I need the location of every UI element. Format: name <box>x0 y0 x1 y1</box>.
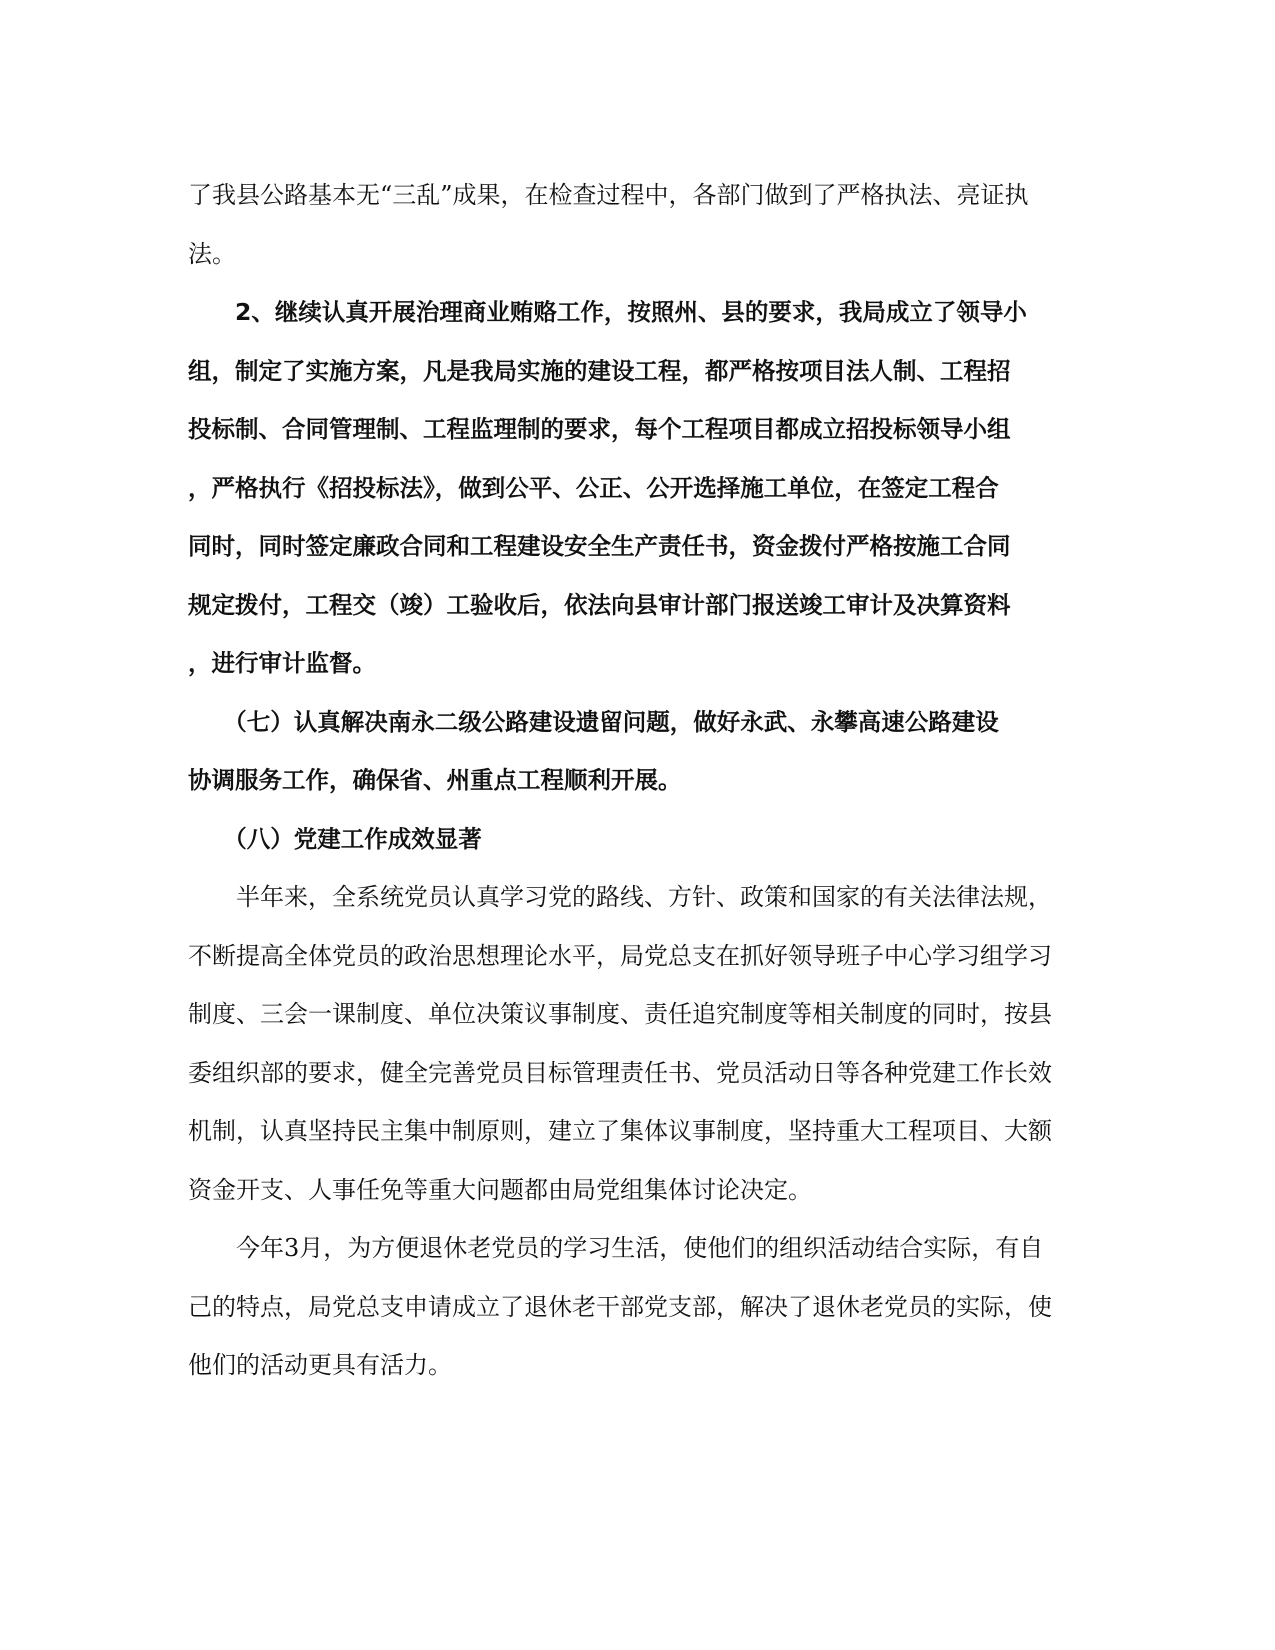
section-heading: （七）认真解决南永二级公路建设遗留问题，做好永武、永攀高速公路建设 <box>188 707 999 736</box>
text-line: 组，制定了实施方案，凡是我局实施的建设工程，都严格按项目法人制、工程招 <box>188 356 1011 385</box>
text-line: 委组织部的要求，健全完善党员目标管理责任书、党员活动日等各种党建工作长效 <box>188 1058 1052 1087</box>
text-line: 半年来，全系统党员认真学习党的路线、方针、政策和国家的有关法律法规， <box>188 883 1052 911</box>
section-heading: 协调服务工作，确保省、州重点工程顺利开展。 <box>188 766 682 794</box>
text-line: 今年3月，为方便退休老党员的学习生活，使他们的组织活动结合实际，有自 <box>188 1234 1044 1262</box>
text-line: 投标制、合同管理制、工程监理制的要求，每个工程项目都成立招投标领导小组 <box>188 415 1011 443</box>
text-line: 不断提高全体党员的政治思想理论水平，局党总支在抓好领导班子中心学习组学习 <box>188 941 1052 970</box>
text-line: 资金开支、人事任免等重大问题都由局党组集体讨论决定。 <box>188 1175 812 1204</box>
text-line: ，严格执行《招投标法》，做到公平、公正、公开选择施工单位，在签定工程合 <box>188 473 999 502</box>
text-line: 机制，认真坚持民主集中制原则，建立了集体议事制度，坚持重大工程项目、大额 <box>188 1117 1052 1145</box>
document-body <box>188 166 1088 1395</box>
text-line: 制度、三会一课制度、单位决策议事制度、责任追究制度等相关制度的同时，按县 <box>188 1000 1052 1028</box>
text-line: 规定拨付，工程交（竣）工验收后，依法向县审计部门报送竣工审计及决算资料 <box>188 590 1011 619</box>
text-line: 同时，同时签定廉政合同和工程建设安全生产责任书，资金拨付严格按施工合同 <box>188 532 1011 560</box>
text-line: 法。 <box>188 239 236 268</box>
text-line: 己的特点，局党总支申请成立了退休老干部党支部，解决了退休老党员的实际，使 <box>188 1292 1052 1321</box>
text-line: 了我县公路基本无“三乱”成果，在检查过程中，各部门做到了严格执法、亮证执 <box>188 181 1029 209</box>
section-heading: （八）党建工作成效显著 <box>188 824 482 853</box>
text-line: ，进行审计监督。 <box>188 649 376 677</box>
text-line: 2、继续认真开展治理商业贿赂工作，按照州、县的要求，我局成立了领导小 <box>188 298 1027 326</box>
text-line: 他们的活动更具有活力。 <box>188 1351 452 1379</box>
